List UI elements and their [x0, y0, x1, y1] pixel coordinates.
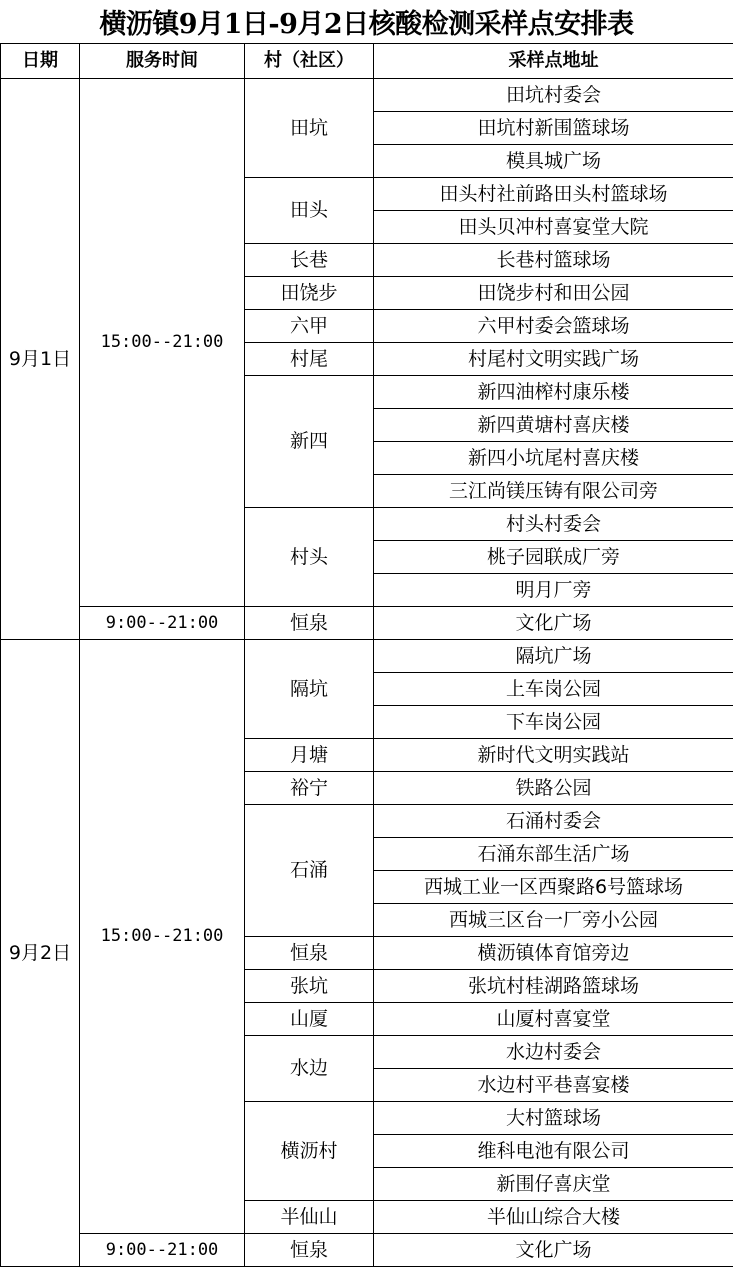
village-cell: 隔坑 [245, 640, 374, 739]
site-cell: 村尾村文明实践广场 [374, 343, 733, 376]
header-time: 服务时间 [80, 44, 245, 79]
site-cell: 水边村委会 [374, 1036, 733, 1069]
header-date: 日期 [1, 44, 80, 79]
header-site: 采样点地址 [374, 44, 733, 79]
village-cell: 半仙山 [245, 1201, 374, 1234]
village-cell: 石涌 [245, 805, 374, 937]
site-cell: 新四小坑尾村喜庆楼 [374, 442, 733, 475]
site-cell: 新时代文明实践站 [374, 739, 733, 772]
site-cell: 长巷村篮球场 [374, 244, 733, 277]
site-cell: 村头村委会 [374, 508, 733, 541]
site-cell: 隔坑广场 [374, 640, 733, 673]
site-cell: 铁路公园 [374, 772, 733, 805]
site-cell: 维科电池有限公司 [374, 1135, 733, 1168]
table-row [1, 640, 733, 673]
village-cell: 村尾 [245, 343, 374, 376]
site-cell: 文化广场 [374, 607, 733, 640]
site-cell: 田头贝冲村喜宴堂大院 [374, 211, 733, 244]
village-cell: 长巷 [245, 244, 374, 277]
site-cell: 桃子园联成厂旁 [374, 541, 733, 574]
village-cell: 月塘 [245, 739, 374, 772]
village-cell: 村头 [245, 508, 374, 607]
village-cell: 山厦 [245, 1003, 374, 1036]
village-cell: 恒泉 [245, 607, 374, 640]
site-cell: 横沥镇体育馆旁边 [374, 937, 733, 970]
village-cell: 田坑 [245, 79, 374, 178]
village-cell: 田头 [245, 178, 374, 244]
village-cell: 水边 [245, 1036, 374, 1102]
site-cell: 明月厂旁 [374, 574, 733, 607]
site-cell: 新围仔喜庆堂 [374, 1168, 733, 1201]
date-cell: 9月1日 [1, 79, 80, 640]
site-cell: 石涌村委会 [374, 805, 733, 838]
time-cell: 15:00--21:00 [80, 640, 245, 1234]
page-title: 横沥镇9月1日-9月2日核酸检测采样点安排表 [99, 9, 634, 40]
time-cell: 9:00--21:00 [80, 1234, 245, 1267]
site-cell: 水边村平巷喜宴楼 [374, 1069, 733, 1102]
village-cell: 横沥村 [245, 1102, 374, 1201]
site-cell: 六甲村委会篮球场 [374, 310, 733, 343]
site-cell: 田坑村新围篮球场 [374, 112, 733, 145]
site-cell: 西城三区台一厂旁小公园 [374, 904, 733, 937]
site-cell: 大村篮球场 [374, 1102, 733, 1135]
time-cell: 15:00--21:00 [80, 79, 245, 607]
village-cell: 张坑 [245, 970, 374, 1003]
header-village: 村（社区） [245, 44, 374, 79]
site-cell: 石涌东部生活广场 [374, 838, 733, 871]
table-row [1, 1234, 733, 1267]
table-row [1, 607, 733, 640]
site-cell: 文化广场 [374, 1234, 733, 1267]
site-cell: 下车岗公园 [374, 706, 733, 739]
site-cell: 西城工业一区西聚路6号篮球场 [374, 871, 733, 904]
table-body [1, 79, 733, 1267]
site-cell: 田饶步村和田公园 [374, 277, 733, 310]
village-cell: 六甲 [245, 310, 374, 343]
village-cell: 裕宁 [245, 772, 374, 805]
site-cell: 上车岗公园 [374, 673, 733, 706]
village-cell: 恒泉 [245, 937, 374, 970]
village-cell: 恒泉 [245, 1234, 374, 1267]
site-cell: 半仙山综合大楼 [374, 1201, 733, 1234]
village-cell: 田饶步 [245, 277, 374, 310]
site-cell: 新四黄塘村喜庆楼 [374, 409, 733, 442]
schedule-table [0, 43, 733, 1267]
site-cell: 田头村社前路田头村篮球场 [374, 178, 733, 211]
site-cell: 山厦村喜宴堂 [374, 1003, 733, 1036]
site-cell: 新四油榨村康乐楼 [374, 376, 733, 409]
site-cell: 模具城广场 [374, 145, 733, 178]
site-cell: 三江尚镁压铸有限公司旁 [374, 475, 733, 508]
site-cell: 张坑村桂湖路篮球场 [374, 970, 733, 1003]
date-cell: 9月2日 [1, 640, 80, 1267]
village-cell: 新四 [245, 376, 374, 508]
table-row [1, 79, 733, 112]
header-row [1, 44, 733, 79]
time-cell: 9:00--21:00 [80, 607, 245, 640]
site-cell: 田坑村委会 [374, 79, 733, 112]
